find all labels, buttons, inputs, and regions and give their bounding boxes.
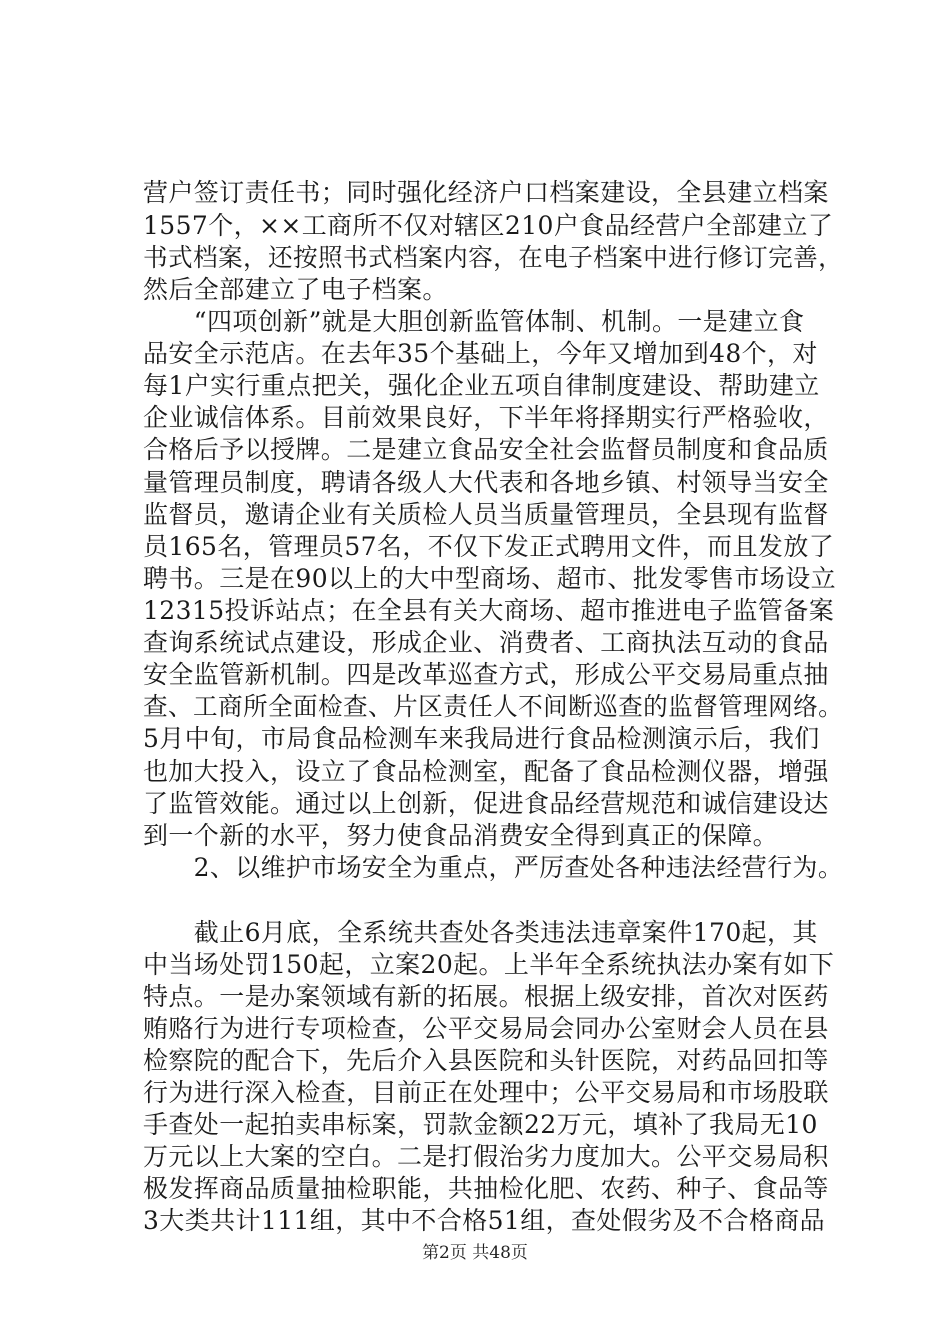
text-line: 到一个新的水平，努力使食品消费安全得到真正的保障。 (143, 821, 779, 850)
text-line: 5月中旬，市局食品检测车来我局进行食品检测演示后，我们 (143, 724, 820, 753)
text-line: 12315投诉站点；在全县有关大商场、超市推进电子监管备案 (143, 596, 835, 625)
text-line: 贿赂行为进行专项检查，公平交易局会同办公室财会人员在县 (143, 1014, 829, 1043)
text-line: 聘书。三是在90以上的大中型商场、超市、批发零售市场设立 (143, 564, 837, 593)
text-line: 中当场处罚150起，立案20起。上半年全系统执法办案有如下 (143, 950, 835, 979)
text-line: 书式档案，还按照书式档案内容，在电子档案中进行修订完善， (143, 243, 844, 272)
text-line: 每1户实行重点把关，强化企业五项自律制度建设、帮助建立 (143, 371, 820, 400)
text-line: 3大类共计111组，其中不合格51组，查处假劣及不合格商品 (143, 1206, 826, 1235)
text-line: 查询系统试点建设，形成企业、消费者、工商执法互动的食品 (143, 628, 829, 657)
text-line: 截止6月底，全系统共查处各类违法违章案件170起，其 (143, 918, 818, 947)
text-line: 检察院的配合下，先后介入县医院和头针医院，对药品回扣等 (143, 1046, 829, 1075)
text-line: 安全监管新机制。四是改革巡查方式，形成公平交易局重点抽 (143, 660, 829, 689)
section-heading: 2、以维护市场安全为重点，严厉查处各种违法经营行为。 (143, 853, 844, 882)
text-line: 营户签订责任书；同时强化经济户口档案建设，全县建立档案 (143, 178, 829, 207)
text-line: 员165名，管理员57名，不仅下发正式聘用文件，而且发放了 (143, 532, 835, 561)
text-line: 手查处一起拍卖串标案，罚款金额22万元，填补了我局无10 (143, 1110, 818, 1139)
text-line: 企业诚信体系。目前效果良好，下半年将择期实行严格验收， (143, 403, 829, 432)
text-line: 监督员，邀请企业有关质检人员当质量管理员，全县现有监督 (143, 500, 829, 529)
text-line: 然后全部建立了电子档案。 (143, 275, 448, 304)
text-line: 也加大投入，设立了食品检测室，配备了食品检测仪器，增强 (143, 757, 829, 786)
text-line: 品安全示范店。在去年35个基础上，今年又增加到48个，对 (143, 339, 818, 368)
text-line: “四项创新”就是大胆创新监管体制、机制。一是建立食 (143, 307, 805, 336)
text-line: 特点。一是办案领域有新的拓展。根据上级安排，首次对医药 (143, 982, 829, 1011)
text-line: 极发挥商品质量抽检职能，共抽检化肥、农药、种子、食品等 (143, 1174, 829, 1203)
text-line: 万元以上大案的空白。二是打假治劣力度加大。公平交易局积 (143, 1142, 829, 1171)
text-line: 合格后予以授牌。二是建立食品安全社会监督员制度和食品质 (143, 435, 829, 464)
text-line: 1557个，××工商所不仅对辖区210户食品经营户全部建立了 (143, 211, 834, 240)
text-line: 量管理员制度，聘请各级人大代表和各地乡镇、村领导当安全 (143, 468, 829, 497)
text-line: 了监管效能。通过以上创新，促进食品经营规范和诚信建设达 (143, 789, 829, 818)
text-line: 行为进行深入检查，目前正在处理中；公平交易局和市场股联 (143, 1078, 829, 1107)
page-number-footer: 第2页 共48页 (422, 1243, 528, 1263)
text-line: 查、工商所全面检查、片区责任人不间断巡查的监督管理网络。 (143, 692, 844, 721)
